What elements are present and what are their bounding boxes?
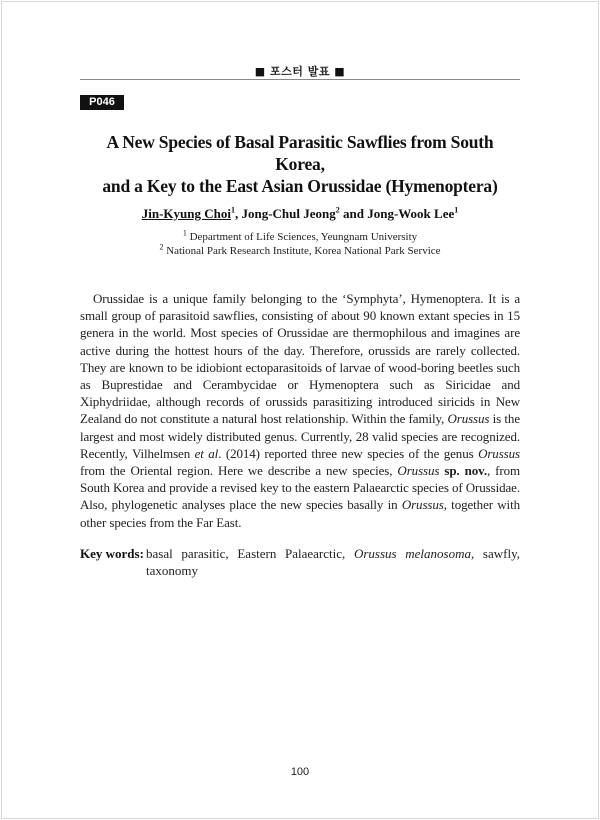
abstract-text: from the Oriental region. Here we describe a new species,	[80, 463, 398, 479]
abstract-text: Orussidae is a unique family belonging to the ‘Symphyta’, Hymenoptera. It is a small group of parasitoid sawflies, consisting of about 90 known extant species in 15 genera in the world. Most species of Orussidae are thermophilous and imagines are active during the hottest hours of the day. Therefore, orussids are rarely collected. They are known to be idiobiont ectoparasitoids of larvae of wood-boring beetles such as Buprestidae and Cerambycidae or Hymenoptera such as Siricidae and Xiphydriidae, although records of orussids parasitizing introduced siricids in New Zealand do not constitute a natural host relationship. Within the family,	[80, 291, 520, 427]
keywords-label: Key words:	[80, 546, 144, 561]
author-affiliation-mark: 2	[335, 205, 340, 215]
genus-name: Orussus	[478, 445, 520, 461]
affiliation-mark: 2	[159, 242, 164, 252]
poster-code-badge: P046	[80, 95, 124, 110]
title-line-2: and a Key to the East Asian Orussidae (Hymenoptera)	[102, 176, 498, 196]
keywords-text: basal parasitic, Eastern Palaearctic,	[146, 546, 354, 561]
affiliation-text: National Park Research Institute, Korea National Park Service	[166, 245, 441, 257]
title-line-1: A New Species of Basal Parasitic Sawflies from South Korea,	[106, 132, 494, 174]
author-affiliation-mark: 1	[454, 205, 459, 215]
keywords-text: , sawfly, taxonomy	[146, 546, 520, 579]
page-number: 100	[290, 766, 310, 778]
author-name: Jong-Wook Lee	[367, 206, 455, 221]
genus-name: Orussus	[397, 463, 440, 479]
affiliation-text: Department of Life Sciences, Yeungnam University	[189, 231, 418, 243]
author-name: Jong-Chul Jeong	[241, 206, 336, 221]
section-header: ■ 포스터 발표 ■	[254, 65, 346, 78]
paper-title	[80, 131, 520, 197]
author-affiliation-mark: 1	[230, 205, 235, 215]
abstract-text: is the largest and most widely distributed genus. Currently, 28 valid species are recognized. Recently, Vilhelmsen	[80, 411, 520, 461]
species-name: Orussus melanosoma	[353, 546, 471, 561]
keywords-list	[146, 545, 520, 579]
genus-name: Orussus	[401, 497, 444, 513]
affiliation-line	[80, 228, 520, 243]
abstract-paragraph	[80, 290, 520, 531]
citation-et-al: et al	[194, 445, 219, 461]
abstract-text: , from South Korea and provide a revised key to the eastern Palaearctic species of Orussidae. Also, phylogenetic analyses place the new species basally in	[80, 463, 521, 513]
species-novum: sp. nov.	[439, 463, 487, 479]
affiliation-line	[80, 242, 520, 257]
author-list	[80, 206, 520, 222]
header-rule	[80, 79, 520, 80]
abstract-text: . (2014) reported three new species of the genus	[218, 445, 479, 461]
genus-name: Orussus	[447, 411, 490, 427]
affiliation-mark: 1	[182, 228, 187, 238]
author-separator: and	[339, 206, 368, 221]
abstract-text: , together with other species from the Far East.	[80, 497, 520, 530]
author-name: Jin-Kyung Choi	[141, 206, 231, 221]
author-separator: ,	[234, 206, 242, 221]
